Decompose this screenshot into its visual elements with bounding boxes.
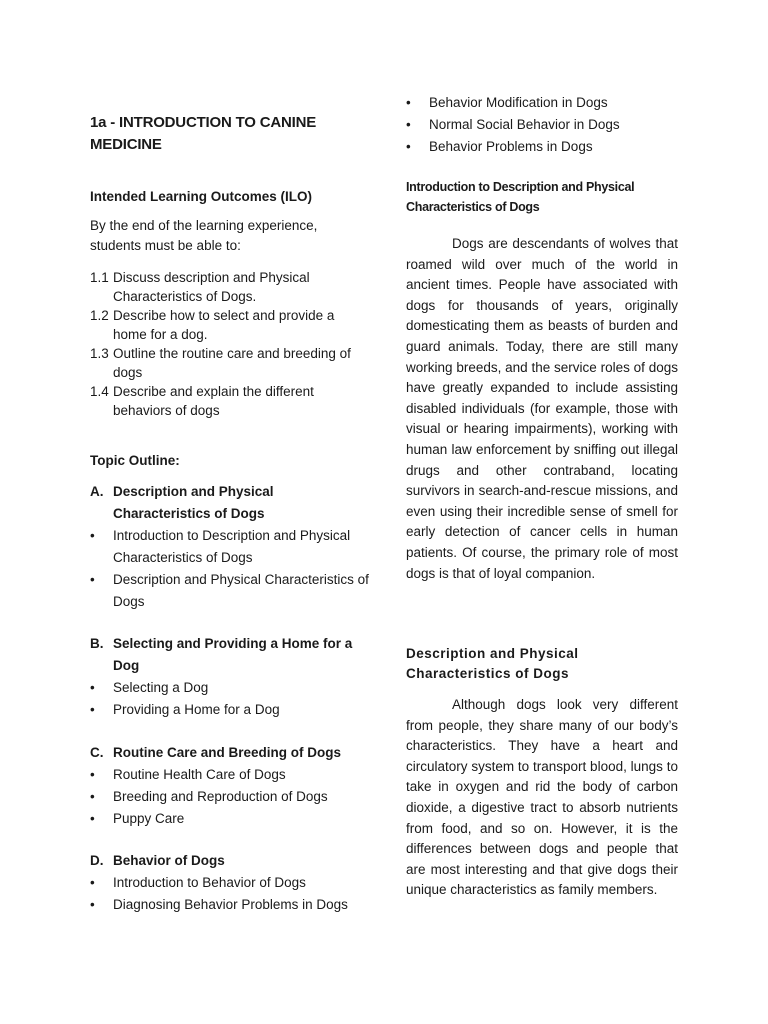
description-paragraph: Although dogs look very different from people, they share many of our body’s characteristics. They have a heart and circulatory system to transport blood, lungs to take in oxygen and rid the body of carbon dioxide, a digestive tract to absorb nutrients from food, and so on. However, it is the differences between dogs and people that are most interesting and that give dogs their unique characteristics as family members. — [406, 697, 678, 898]
list-item-text: Behavior Problems in Dogs — [429, 139, 593, 154]
section-bullets — [90, 872, 370, 916]
section-letter: C. — [90, 745, 104, 760]
section-letter: A. — [90, 484, 104, 499]
ilo-text: Outline the routine care and breeding of dogs — [113, 346, 351, 380]
list-item-text: Introduction to Description and Physical Characteristics of Dogs — [113, 528, 351, 565]
list-item — [90, 872, 370, 894]
section-heading — [90, 742, 370, 764]
section-title: Description and Physical Characteristics of Dogs — [113, 484, 274, 521]
ilo-heading: Intended Learning Outcomes (ILO) — [90, 189, 313, 204]
list-item-text: Selecting a Dog — [113, 680, 209, 695]
bullet-icon: • — [90, 897, 95, 912]
ilo-item — [90, 344, 360, 382]
ilo-item — [90, 382, 360, 420]
ilo-text: Describe and explain the different behaviors of dogs — [113, 384, 314, 418]
ilo-text: Describe how to select and provide a home for a dog. — [113, 308, 335, 342]
continued-outline-bullets — [406, 92, 678, 158]
bullet-icon: • — [406, 139, 411, 154]
list-item-text: Puppy Care — [113, 811, 185, 826]
list-item-text: Description and Physical Characteristics of Dogs — [113, 572, 369, 609]
list-item — [90, 808, 370, 830]
bullet-icon: • — [90, 875, 95, 890]
ilo-text: Discuss description and Physical Characteristics of Dogs. — [113, 270, 310, 304]
section-title: Routine Care and Breeding of Dogs — [113, 745, 342, 760]
list-item — [90, 525, 370, 569]
list-item — [90, 699, 370, 721]
outline-section-b — [90, 633, 370, 721]
list-item-text: Providing a Home for a Dog — [113, 702, 280, 717]
ilo-list — [90, 268, 360, 420]
section-letter: D. — [90, 853, 104, 868]
list-item-text: Diagnosing Behavior Problems in Dogs — [113, 897, 348, 912]
ilo-intro: By the end of the learning experience, students must be able to: — [90, 218, 318, 253]
ilo-number: 1.4 — [90, 384, 109, 399]
bullet-icon: • — [90, 572, 95, 587]
section-title: Behavior of Dogs — [113, 853, 225, 868]
description-section-title: Description and Physical Characteristics of Dogs — [406, 646, 579, 681]
section-heading — [90, 633, 370, 677]
outline-section-d — [90, 850, 370, 916]
outline-section-c — [90, 742, 370, 830]
bullet-icon: • — [90, 811, 95, 826]
section-title: Selecting and Providing a Home for a Dog — [113, 636, 353, 673]
list-item — [90, 786, 370, 808]
ilo-item — [90, 268, 360, 306]
list-item-text: Breeding and Reproduction of Dogs — [113, 789, 328, 804]
list-item-text: Introduction to Behavior of Dogs — [113, 875, 306, 890]
list-item-text: Behavior Modification in Dogs — [429, 95, 608, 110]
list-item — [90, 894, 370, 916]
bullet-icon: • — [90, 789, 95, 804]
section-heading — [90, 481, 370, 525]
bullet-icon: • — [406, 95, 411, 110]
outline-section-a — [90, 481, 370, 613]
list-item-text: Routine Health Care of Dogs — [113, 767, 286, 782]
section-letter: B. — [90, 636, 104, 651]
intro-paragraph: Dogs are descendants of wolves that roamed wild over much of the world in ancient times. People have associated with dogs for thousands of years, originally domesticating them as beasts of burden and guard animals. Today, there are still many working breeds, and the service roles of dogs have greatly expanded to include assisting disabled individuals (for example, those with visual or hearing impairments), working with human law enforcement by sniffing out illegal drugs and other contraband, locating survivors in search-and-rescue missions, and even using their incredible sense of smell for early detection of cancer cells in human patients. Of course, the primary role of most dogs is that of loyal companion. — [406, 236, 678, 581]
list-item — [406, 114, 678, 136]
document-title: 1a - INTRODUCTION TO CANINE MEDICINE — [90, 114, 317, 153]
bullet-icon: • — [90, 680, 95, 695]
section-bullets — [90, 677, 370, 721]
intro-subheading: Introduction to Description and Physical Characteristics of Dogs — [406, 180, 635, 214]
list-item — [406, 136, 678, 158]
list-item — [90, 764, 370, 786]
bullet-icon: • — [90, 702, 95, 717]
section-heading — [90, 850, 370, 872]
ilo-item — [90, 306, 360, 344]
section-bullets — [90, 764, 370, 830]
ilo-number: 1.3 — [90, 346, 109, 361]
ilo-number: 1.2 — [90, 308, 109, 323]
list-item — [90, 569, 370, 613]
topic-outline-heading: Topic Outline: — [90, 453, 180, 468]
ilo-number: 1.1 — [90, 270, 109, 285]
list-item — [90, 677, 370, 699]
list-item-text: Normal Social Behavior in Dogs — [429, 117, 620, 132]
bullet-icon: • — [90, 767, 95, 782]
bullet-icon: • — [90, 528, 95, 543]
bullet-icon: • — [406, 117, 411, 132]
list-item — [406, 92, 678, 114]
section-bullets — [90, 525, 370, 613]
